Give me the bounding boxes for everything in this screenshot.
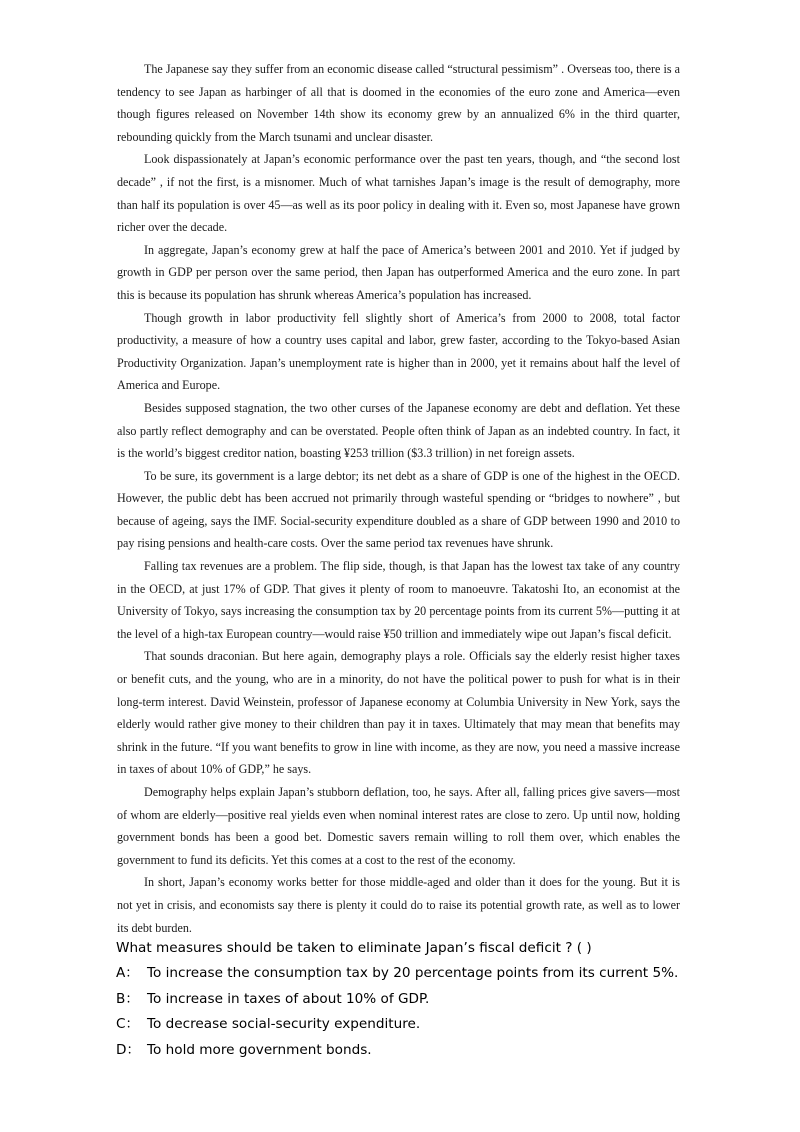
option-a[interactable] — [116, 961, 776, 987]
option-d-letter: D： — [116, 1041, 141, 1058]
passage-paragraph-8: That sounds draconian. But here again, demography plays a role. Officials say the elderly resist higher taxes or benefit cuts, and the young, who are in a minority, do not have the political power to push for what is in their long-term interest. David Weinstein, professor of Japanese economy at Columbia University in New York, says the elderly would rather give money to their children than pay it in taxes. Ultimately that may mean that benefits may shrink in the future. “If you want benefits to grow in line with income, as they are now, you need a massive increase in taxes of about 10% of GDP,” he says. — [117, 649, 680, 777]
passage-paragraph-10: In short, Japan’s economy works better for those middle-aged and older than it does for the young. But it is not yet in crisis, and economists say there is plenty it could do to raise its potential growth rate, as well as to lower its debt burden. — [117, 875, 680, 935]
question-block — [116, 936, 776, 1063]
passage-paragraph-7: Falling tax revenues are a problem. The flip side, though, is that Japan has the lowest tax take of any country in the OECD, at just 17% of GDP. That gives it plenty of room to manoeuvre. Takatoshi Ito, an economist at the University of Tokyo, says increasing the consumption tax by 20 percentage points from its current 5%—putting it at the level of a high-tax European country—would raise ¥50 trillion and immediately wipe out Japan’s fiscal deficit. — [117, 559, 680, 641]
passage-paragraph-5: Besides supposed stagnation, the two other curses of the Japanese economy are debt and deflation. Yet these also partly reflect demography and can be overstated. People often think of Japan as an indebted country. In fact, it is the world’s biggest creditor nation, boasting ¥253 trillion ($3.3 trillion) in net foreign assets. — [117, 400, 680, 461]
passage-paragraph-4: Though growth in labor productivity fell slightly short of America’s from 2000 to 2008, total factor productivity, a measure of how a country uses capital and labor, grew faster, according to the Tokyo-based Asian Productivity Organization. Japan’s unemployment rate is higher than in 2000, yet it remains about half the level of America and Europe. — [117, 310, 680, 393]
question-text: What measures should be taken to eliminate Japan’s fiscal deficit ? ( ) — [116, 940, 592, 956]
option-c[interactable] — [116, 1012, 776, 1038]
passage-paragraph-2: Look dispassionately at Japan’s economic performance over the past ten years, though, and “the second lost decade” , if not the first, is a misnomer. Much of what tarnishes Japan’s image is the result of demography, more than half its population is over 45—as well as its poor policy in dealing with it. Even so, most Japanese have grown richer over the decade. — [117, 152, 680, 235]
passage-paragraph-9: Demography helps explain Japan’s stubborn deflation, too, he says. After all, falling prices give savers—most of whom are elderly—positive real yields even when nominal interest rates are close to zero. Up until now, holding government bonds has been a good bet. Domestic savers remain willing to roll them over, which enables the government to fund its deficits. Yet this comes at a cost to the rest of the economy. — [117, 785, 680, 867]
option-c-letter: C： — [116, 1016, 140, 1032]
option-b-text: To increase in taxes of about 10% of GDP. — [147, 990, 430, 1007]
option-a-letter: A： — [116, 965, 139, 981]
option-a-text: To increase the consumption tax by 20 percentage points from its current 5%. — [147, 965, 679, 981]
option-b[interactable] — [116, 987, 776, 1013]
reading-passage — [117, 58, 680, 939]
option-d[interactable] — [116, 1038, 776, 1064]
passage-paragraph-6: To be sure, its government is a large debtor; its net debt as a share of GDP is one of the highest in the OECD. However, the public debt has been accrued not primarily through wasteful spending or “bridges to nowhere” , but because of ageing, says the IMF. Social-security expenditure doubled as a share of GDP between 1990 and 2010 to pay rising pensions and health-care costs. Over the same period tax revenues have shrunk. — [117, 468, 680, 551]
option-d-text: To hold more government bonds. — [147, 1041, 372, 1058]
option-b-letter: B： — [116, 990, 139, 1007]
passage-paragraph-3: In aggregate, Japan’s economy grew at half the pace of America’s between 2001 and 2010. Yet if judged by growth in GDP per person over the same period, then Japan has outperformed America and the euro zone. In part this is because its population has shrunk whereas America’s population has increased. — [117, 242, 680, 302]
option-c-text: To decrease social-security expenditure. — [147, 1016, 421, 1032]
passage-paragraph-1: The Japanese say they suffer from an economic disease called “structural pessimism” . Overseas too, there is a tendency to see Japan as harbinger of all that is doomed in the economies of the euro zone and America—even though figures released on November 14th show its economy grew by an annualized 6% in the third quarter, rebounding quickly from the March tsunami and unclear disaster. — [117, 62, 680, 144]
